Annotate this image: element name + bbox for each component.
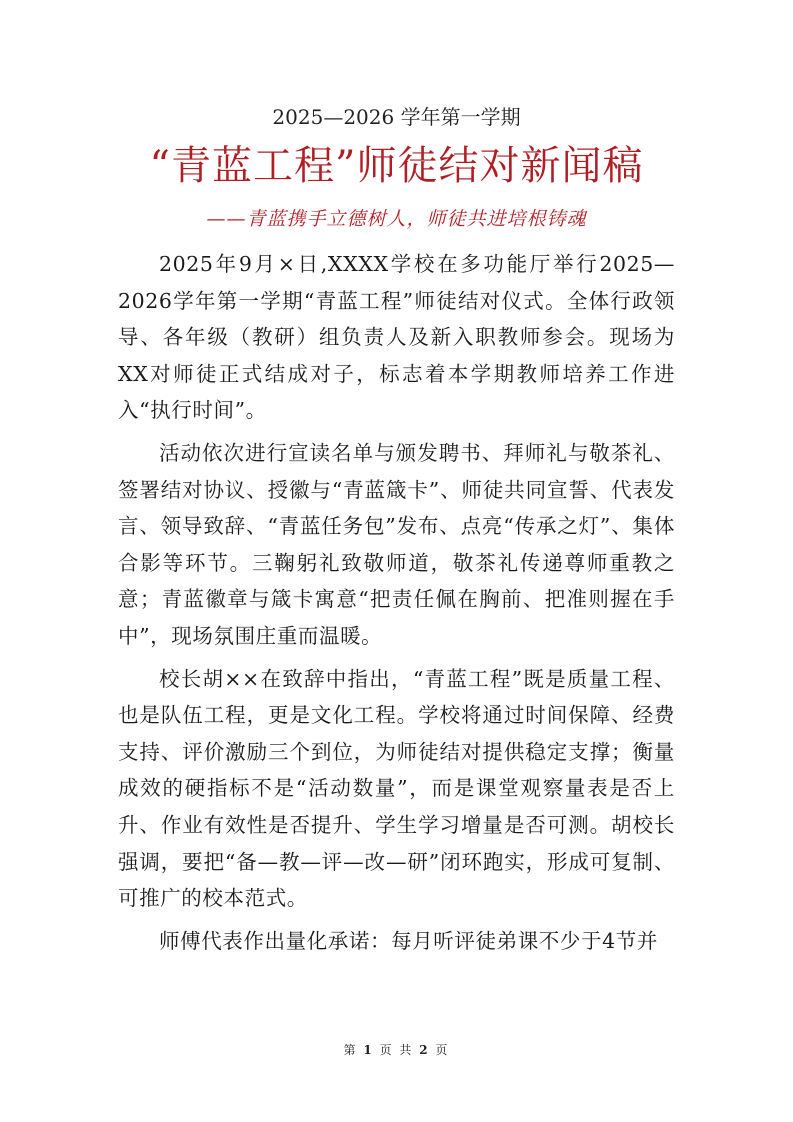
article-body xyxy=(118,246,675,965)
page-footer xyxy=(0,1042,793,1058)
paragraph-3: 校长胡××在致辞中指出，“青蓝工程”既是质量工程、也是队伍工程，更是文化工程。学校将通过时间保障、经费支持、评价激励三个到位，为师徒结对提供稳定支撑；衡量成效的硬指标不是“活动数量”，而是课堂观察量表是否上升、作业有效性是否提升、学生学习增量是否可测。胡校长强调，要把“备—教—评—改—研”闭环跑实，形成可复制、可推广的校本范式。 xyxy=(118,666,675,911)
footer-current-page: 1 xyxy=(363,1043,374,1057)
paragraph-2: 活动依次进行宣读名单与颁发聘书、拜师礼与敬茶礼、签署结对协议、授徽与“青蓝箴卡”、师徒共同宣誓、代表发言、领导致辞、“青蓝任务包”发布、点亮“传承之灯”、集体合影等环节。三鞠躬礼致敬师道，敬茶礼传递尊师重教之意；青蓝徽章与箴卡寓意“把责任佩在胸前、把准则握在手中”，现场氛围庄重而温暖。 xyxy=(118,440,675,648)
page-subtitle: ——青蓝携手立德树人，师徒共进培根铸魂 xyxy=(206,208,587,230)
footer-suffix: 页 xyxy=(435,1043,450,1057)
semester-heading: 2025—2026 学年第一学期 xyxy=(272,105,521,129)
footer-prefix: 第 xyxy=(343,1043,358,1057)
paragraph-1: 2025年9月×日,XXXX学校在多功能厅举行2025—2026学年第一学期“青蓝工程”师徒结对仪式。全体行政领导、各年级（教研）组负责人及新入职教师参会。现场为XX对师徒正式结成对子，标志着本学期教师培养工作进入“执行时间”。 xyxy=(118,252,675,423)
paragraph-4: 师傅代表作出量化承诺：每月听评徒弟课不少于4节并 xyxy=(159,928,658,953)
page-title: “青蓝工程”师徒结对新闻稿 xyxy=(149,143,644,189)
footer-middle: 页 共 xyxy=(379,1043,414,1057)
footer-total-pages: 2 xyxy=(419,1043,430,1057)
